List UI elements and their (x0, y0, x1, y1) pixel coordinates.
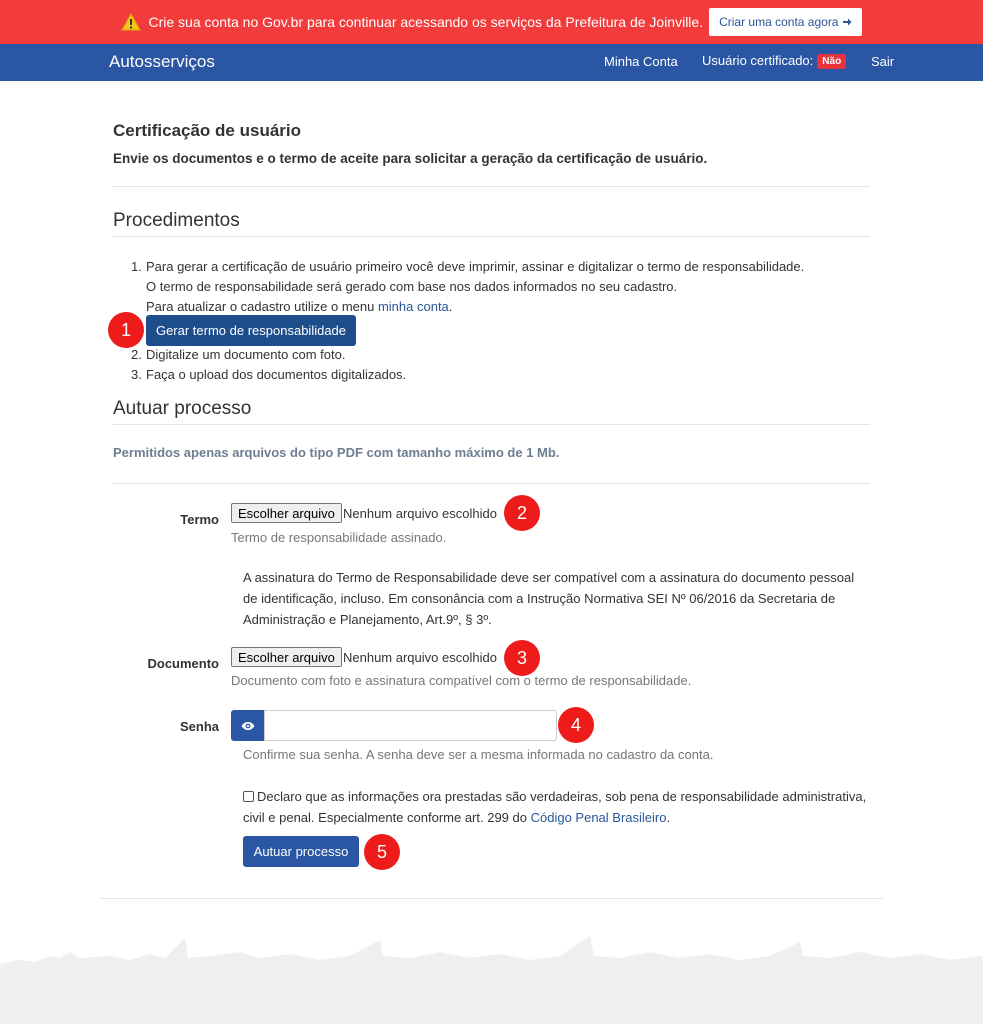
step-1-line-3-prefix: Para atualizar o cadastro utilize o menu (146, 299, 378, 314)
footer (0, 964, 983, 1024)
password-input[interactable] (264, 710, 557, 741)
warning-icon (121, 13, 141, 31)
documento-label: Documento (147, 656, 219, 671)
nav-usuario-certificado (702, 53, 846, 69)
step-1-line-1: Para gerar a certificação de usuário primeiro você deve imprimir, assinar e digitalizar o termo de responsabilidade. (146, 259, 805, 274)
divider (113, 424, 870, 425)
minha-conta-link[interactable]: minha conta (377, 299, 449, 314)
documento-help: Documento com foto e assinatura compatível com o termo de responsabilidade. (231, 673, 692, 688)
step-3-text: Faça o upload dos documentos digitalizados. (146, 367, 407, 382)
senha-help: Confirme sua senha. A senha deve ser a mesma informada no cadastro da conta. (243, 747, 714, 762)
divider (100, 898, 883, 899)
toggle-password-button[interactable] (231, 710, 264, 741)
arrow-right-icon (842, 17, 852, 27)
senha-label: Senha (179, 719, 219, 734)
step-1-line-2: O termo de responsabilidade será gerado com base nos dados informados no seu cadastro. (146, 279, 678, 294)
autuar-title: Autuar processo (113, 398, 252, 419)
step-1-line-3 (146, 297, 846, 317)
documento-file-status: Nenhum arquivo escolhido (343, 650, 497, 665)
step-2-number: 2. (131, 347, 142, 362)
divider (113, 236, 870, 237)
generate-term-button[interactable]: Gerar termo de responsabilidade (146, 315, 356, 346)
termo-label: Termo (180, 512, 219, 527)
termo-file-button[interactable]: Escolher arquivo (231, 503, 342, 523)
declaration (243, 786, 873, 828)
declaration-text: Declaro que as informações ora prestadas são verdadeiras, sob pena de responsabilidade administrativa, civil e penal. Especialmente conforme art. 299 do (243, 789, 867, 825)
marker-5: 5 (364, 834, 400, 870)
termo-help: Termo de responsabilidade assinado. (231, 530, 447, 545)
step-1-text (146, 257, 846, 317)
procedimentos-title: Procedimentos (113, 210, 240, 231)
marker-1: 1 (108, 312, 144, 348)
usuario-certificado-label: Usuário certificado: (702, 53, 814, 68)
page-title: Certificação de usuário (113, 121, 302, 140)
create-account-label: Criar uma conta agora (719, 15, 839, 29)
autuar-processo-button[interactable]: Autuar processo (243, 836, 359, 867)
declaration-checkbox[interactable] (243, 791, 254, 802)
codigo-penal-link[interactable]: Código Penal Brasileiro (530, 810, 667, 825)
marker-3: 3 (504, 640, 540, 676)
allowed-files-note: Permitidos apenas arquivos do tipo PDF com tamanho máximo de 1 Mb. (113, 445, 560, 460)
alert-message: Crie sua conta no Gov.br para continuar acessando os serviços da Prefeitura de Joinville. (148, 14, 704, 30)
status-badge: Não (817, 54, 846, 69)
nav-sair[interactable]: Sair (871, 54, 895, 69)
termo-file-status: Nenhum arquivo escolhido (343, 506, 497, 521)
signature-note: A assinatura do Termo de Responsabilidade deve ser compatível com a assinatura do documento pessoal de identificação, incluso. Em consonância com a Instrução Normativa SEI Nº 06/2016 da Secretaria de Administração e Planejamento, Art.9º, § 3º. (243, 570, 855, 627)
create-account-button[interactable] (709, 8, 862, 36)
navbar (0, 44, 983, 81)
eye-icon (241, 721, 255, 731)
brand-logo-text[interactable]: Autosserviços (109, 52, 215, 71)
divider (113, 186, 870, 187)
step-3-number: 3. (131, 367, 142, 382)
govbr-alert-bar (0, 0, 983, 44)
declaration-suffix: . (666, 810, 671, 825)
divider (113, 483, 870, 484)
step-1-line-3-suffix: . (448, 299, 453, 314)
step-1-number: 1. (131, 259, 142, 274)
documento-file-button[interactable]: Escolher arquivo (231, 647, 342, 667)
step-2-text: Digitalize um documento com foto. (146, 347, 346, 362)
nav-minha-conta[interactable]: Minha Conta (604, 54, 678, 69)
marker-2: 2 (504, 495, 540, 531)
marker-4: 4 (558, 707, 594, 743)
page-subtitle: Envie os documentos e o termo de aceite para solicitar a geração da certificação de usuário. (113, 151, 708, 166)
